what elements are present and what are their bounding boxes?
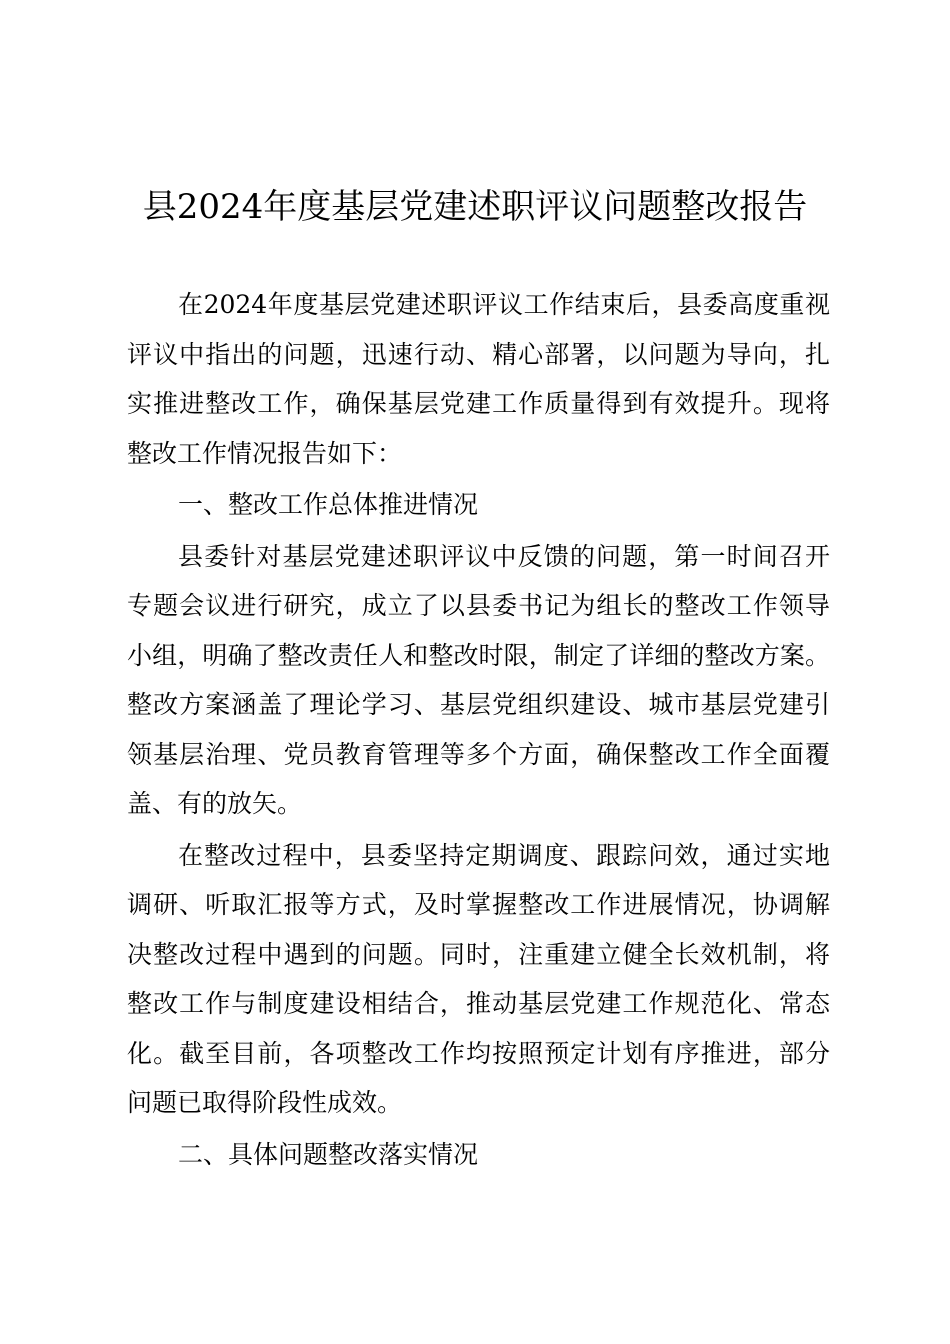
- text-line: 在整改过程中，县委坚持定期调度、跟踪问效，通过实地: [178, 840, 830, 870]
- text-line: 整改方案涵盖了理论学习、基层党组织建设、城市基层党建引: [127, 690, 830, 719]
- section-heading: [127, 480, 830, 530]
- text-line: 一、整改工作总体推进情况: [178, 490, 479, 519]
- text-line: 盖、有的放矢。: [127, 789, 303, 818]
- paragraph: [127, 831, 830, 1128]
- text-line: 县委针对基层党建述职评议中反馈的问题，第一时间召开: [178, 541, 830, 571]
- text-line: 化。截至目前，各项整改工作均按照预定计划有序推进，部分: [127, 1038, 830, 1068]
- section-heading: [127, 1130, 830, 1180]
- paragraph: [127, 532, 830, 829]
- text-line: 决整改过程中遇到的问题。同时，注重建立健全长效机制，将: [127, 939, 830, 969]
- text-line: 问题已取得阶段性成效。: [127, 1088, 403, 1117]
- paragraph: [127, 280, 830, 478]
- document-title: 县2024年度基层党建述职评议问题整改报告: [142, 187, 808, 227]
- text-line: 整改工作与制度建设相结合，推动基层党建工作规范化、常态: [127, 989, 830, 1018]
- text-line: 小组，明确了整改责任人和整改时限，制定了详细的整改方案。: [127, 640, 830, 670]
- document-body: [127, 280, 830, 1181]
- text-line: 二、具体问题整改落实情况: [178, 1139, 479, 1169]
- text-line: 整改工作情况报告如下：: [127, 438, 403, 468]
- text-line: 实推进整改工作，确保基层党建工作质量得到有效提升。现将: [127, 389, 830, 418]
- text-line: 专题会议进行研究，成立了以县委书记为组长的整改工作领导: [127, 591, 830, 620]
- text-line: 在2024年度基层党建述职评议工作结束后，县委高度重视: [178, 290, 830, 319]
- text-line: 评议中指出的问题，迅速行动、精心部署，以问题为导向，扎: [127, 339, 830, 369]
- text-line: 领基层治理、党员教育管理等多个方面，确保整改工作全面覆: [127, 739, 830, 769]
- text-line: 调研、听取汇报等方式，及时掌握整改工作进展情况，协调解: [127, 890, 830, 919]
